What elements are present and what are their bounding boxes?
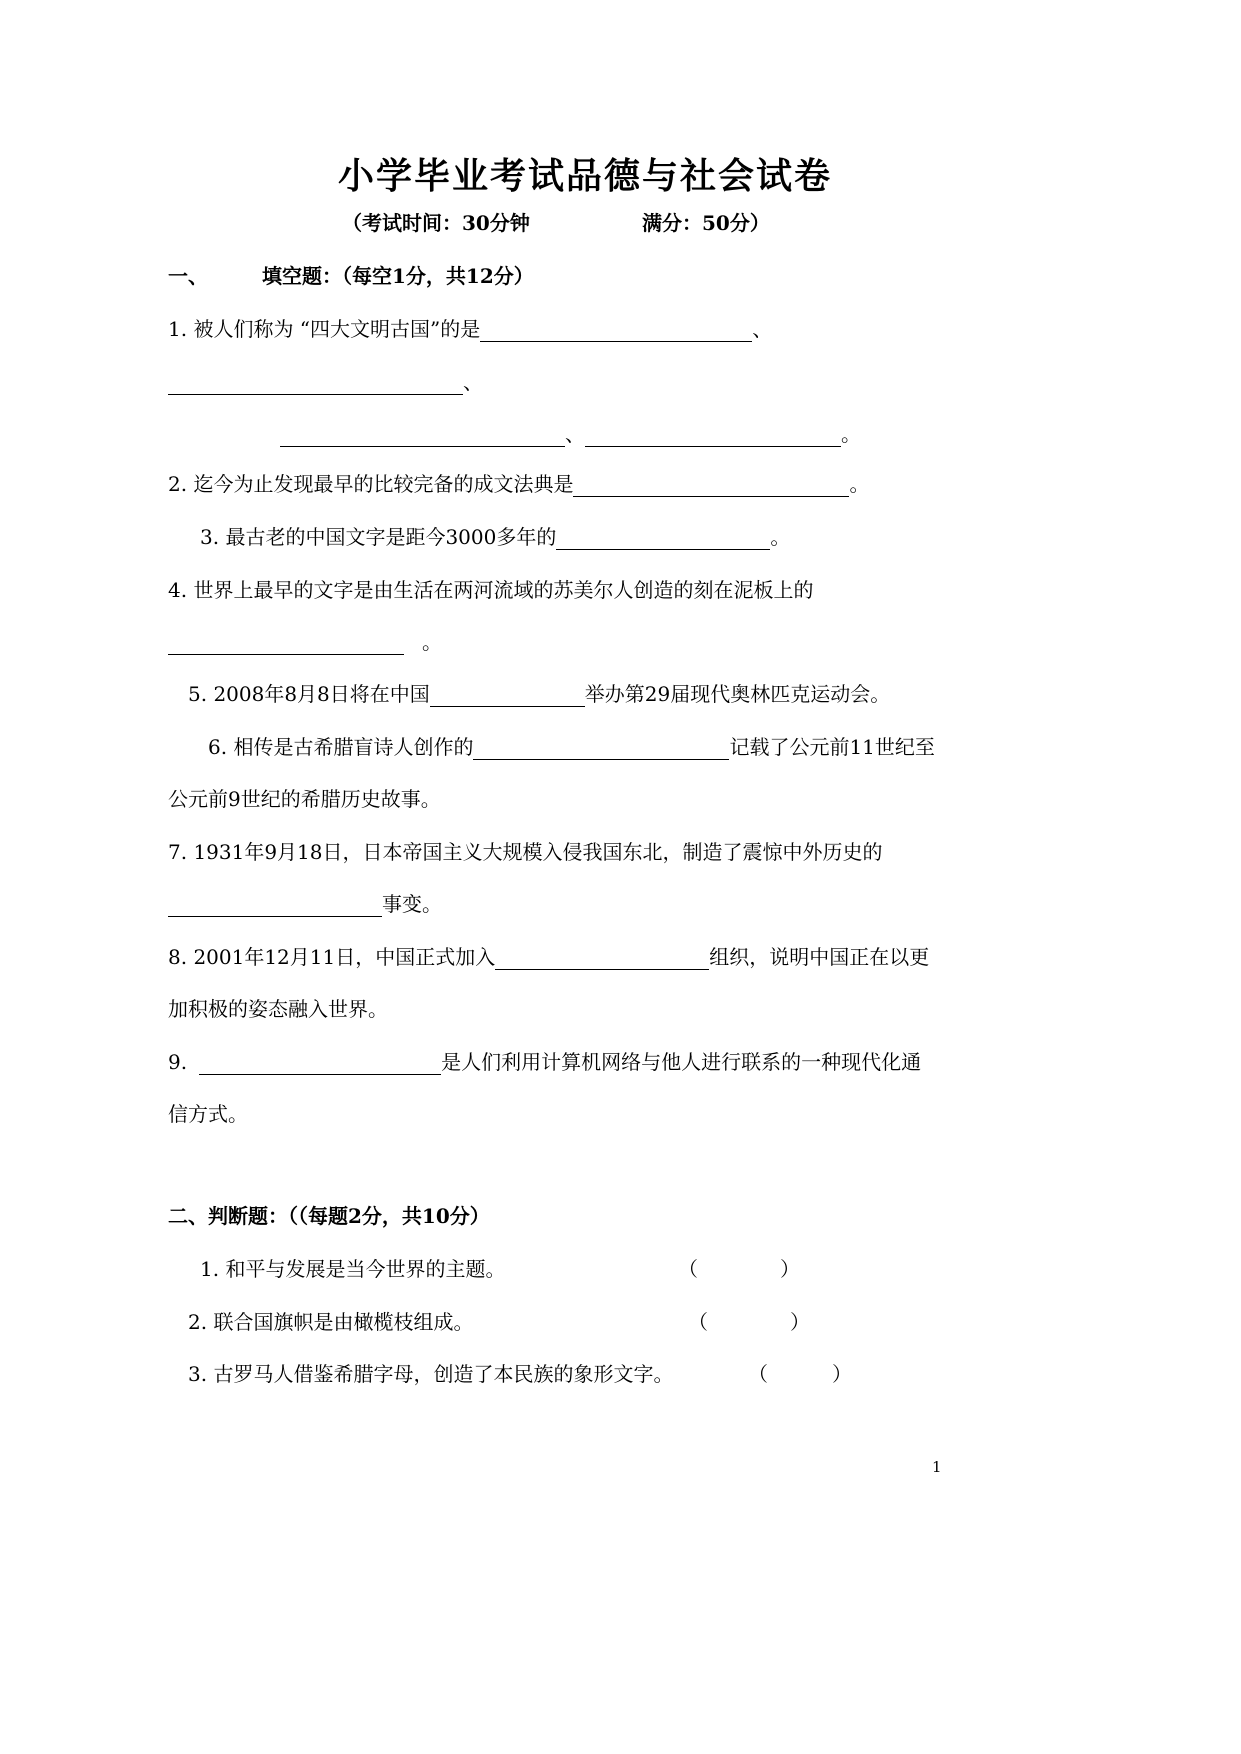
question-4-line2	[168, 626, 442, 655]
page-number: 1	[932, 1458, 942, 1476]
answer-parenthesis-close[interactable]: ）	[832, 1362, 852, 1386]
question-4: 4. 世界上最早的文字是由生活在两河流域的苏美尔人创造的刻在泥板上的	[168, 578, 814, 602]
question-7-tail: 事变。	[382, 892, 442, 916]
question-2-text: 2. 迄今为止发现最早的比较完备的成文法典是	[168, 472, 574, 496]
question-7-line2	[168, 888, 442, 917]
question-6-line2: 公元前9世纪的希腊历史故事。	[168, 787, 441, 811]
answer-blank[interactable]	[573, 472, 849, 497]
question-1	[168, 313, 772, 342]
question-6	[208, 731, 935, 760]
answer-blank[interactable]	[199, 1050, 441, 1075]
question-8	[168, 941, 929, 970]
answer-parenthesis-close[interactable]: ）	[780, 1257, 800, 1281]
answer-blank[interactable]	[430, 682, 585, 707]
answer-parenthesis-open[interactable]: （	[678, 1257, 698, 1281]
answer-blank[interactable]	[168, 370, 463, 395]
question-8-line2: 加积极的姿态融入世界。	[168, 997, 388, 1021]
answer-blank[interactable]	[495, 945, 709, 970]
full-score: 满分：50分）	[642, 211, 770, 235]
section1-number: 一、	[168, 264, 208, 288]
answer-blank[interactable]	[280, 422, 565, 447]
answer-blank[interactable]	[480, 317, 752, 342]
question-8-text: 8. 2001年12月11日，中国正式加入	[168, 945, 496, 969]
question-8-tail: 组织，说明中国正在以更	[709, 945, 930, 969]
question-2	[168, 468, 869, 497]
question-5	[188, 678, 890, 707]
answer-blank[interactable]	[556, 525, 770, 550]
answer-blank[interactable]	[168, 630, 404, 655]
question-7: 7. 1931年9月18日，日本帝国主义大规模入侵我国东北，制造了震惊中外历史的	[168, 840, 883, 864]
period: 。	[422, 630, 442, 654]
question-1-line2	[168, 366, 483, 395]
question-5-tail: 举办第29届现代奥林匹克运动会。	[584, 682, 891, 706]
answer-parenthesis-open[interactable]: （	[688, 1310, 708, 1334]
separator: 、	[463, 370, 483, 394]
period: 。	[770, 525, 791, 549]
separator: 、	[752, 317, 773, 341]
answer-blank[interactable]	[585, 422, 841, 447]
question-5-text: 5. 2008年8月8日将在中国	[188, 682, 430, 706]
section2-heading: 二、判断题：（（每题2分，共10分）	[168, 1204, 490, 1228]
question-1-text: 1. 被人们称为 “四大文明古国”的是	[168, 317, 481, 341]
section1-heading: 填空题：（每空1分，共12分）	[262, 264, 534, 288]
question-9-line2: 信方式。	[168, 1102, 248, 1126]
question-3	[200, 521, 790, 550]
judgement-item-1: 1. 和平与发展是当今世界的主题。	[200, 1257, 506, 1281]
judgement-item-2: 2. 联合国旗帜是由橄榄枝组成。	[188, 1310, 474, 1334]
answer-parenthesis-close[interactable]: ）	[790, 1310, 810, 1334]
separator: 、	[565, 422, 585, 446]
answer-blank[interactable]	[473, 735, 729, 760]
answer-blank[interactable]	[168, 892, 382, 917]
question-3-text: 3. 最古老的中国文字是距今3000多年的	[200, 525, 557, 549]
question-6-text: 6. 相传是古希腊盲诗人创作的	[208, 735, 474, 759]
period: 。	[841, 422, 861, 446]
question-9-tail: 是人们利用计算机网络与他人进行联系的一种现代化通	[441, 1050, 922, 1074]
answer-parenthesis-open[interactable]: （	[748, 1362, 768, 1386]
judgement-item-3: 3. 古罗马人借鉴希腊字母，创造了本民族的象形文字。	[188, 1362, 674, 1386]
question-1-line3	[280, 418, 861, 447]
period: 。	[849, 472, 870, 496]
question-9-number: 9.	[168, 1050, 188, 1074]
question-9	[168, 1046, 921, 1075]
page-title: 小学毕业考试品德与社会试卷	[338, 155, 833, 197]
exam-time: （考试时间：30分钟	[342, 211, 530, 235]
question-6-tail: 记载了公元前11世纪至	[729, 735, 935, 759]
